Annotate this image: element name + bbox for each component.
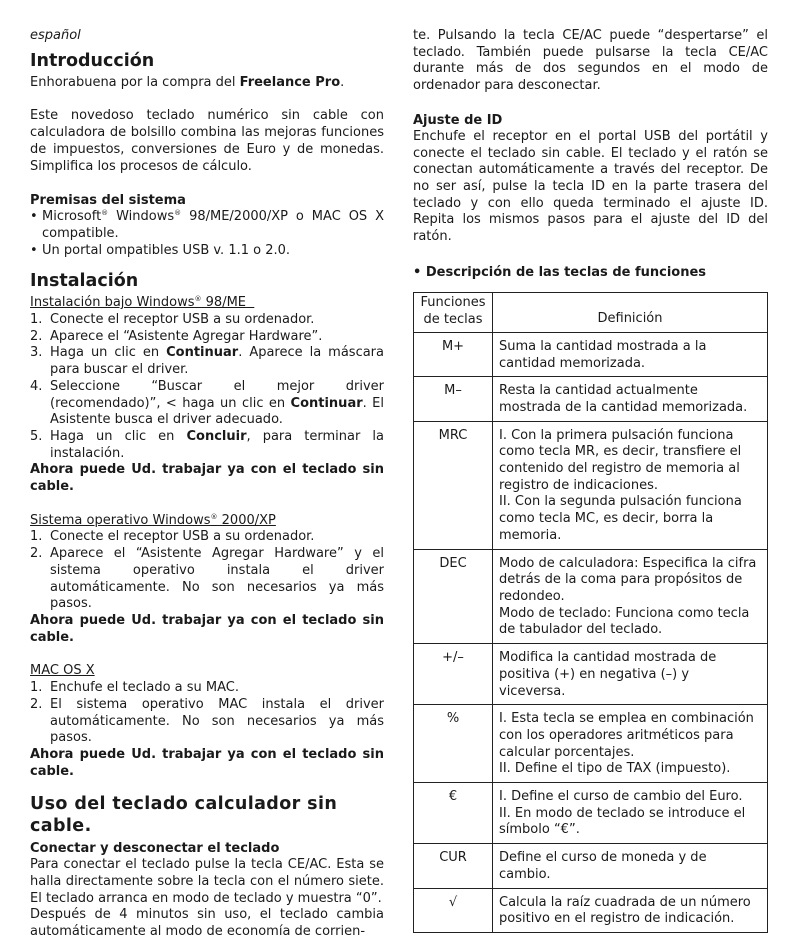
connect-heading: Conectar y desconectar el teclado xyxy=(30,841,280,857)
intro-congrats: Enhorabuena por la compra del Freelance Pro. xyxy=(30,74,345,90)
table-row xyxy=(414,332,768,376)
definition-line: I. Esta tecla se emplea en combinación con los operadores aritméticos para calcular porcentajes. xyxy=(499,711,754,760)
win2000-subtitle: Sistema operativo Windows® 2000/XP xyxy=(30,512,276,528)
win98-subtitle: Instalación bajo Windows® 98/ME xyxy=(30,295,247,311)
id-setup-heading: Ajuste de ID xyxy=(413,112,503,128)
connect-paragraph-2-part-1: Después de 4 minutos sin uso, el teclado cambia automáticamente al modo de economía de corrien- xyxy=(30,907,384,940)
function-definition-cell xyxy=(493,783,768,844)
definition-line: I. Con la primera pulsación funciona como tecla MR, es decir, transfiere el contenido del registro de memoria al registro de indicaciones. xyxy=(499,427,742,493)
function-keys-table xyxy=(413,292,768,933)
definition-line: II. Con la segunda pulsación funciona como tecla MC, es decir, borra la memoria. xyxy=(499,494,742,543)
table-row xyxy=(414,421,768,549)
intro-description: Este novedoso teclado numérico sin cable con calculadora de bolsillo combina las mejoras funciones de impuestos, conversiones de Euro y de monedas. Simplifica los procesos de cálculo. xyxy=(30,108,384,174)
definition-line: I. Define el curso de cambio del Euro. xyxy=(499,789,743,805)
list-item: 1. Enchufe el teclado a su MAC. xyxy=(30,680,240,696)
function-key-cell: √ xyxy=(414,888,493,932)
mac-subtitle: MAC OS X xyxy=(30,663,95,679)
ready-note-3: Ahora puede Ud. trabajar ya con el teclado sin cable. xyxy=(30,746,384,779)
requirements-list xyxy=(30,209,384,259)
definition-line: II. Define el tipo de TAX (impuesto). xyxy=(499,761,731,777)
column-header-definition: Definición xyxy=(493,293,768,332)
list-item: 1. Conecte el receptor USB a su ordenador. xyxy=(30,529,315,545)
install-heading: Instalación xyxy=(30,271,139,292)
table-row xyxy=(414,783,768,844)
left-column xyxy=(30,28,384,940)
table-row xyxy=(414,705,768,783)
definition-line: Calcula la raíz cuadrada de un número positivo en el registro de indicación. xyxy=(499,894,751,927)
function-definition-cell xyxy=(493,844,768,888)
function-definition-cell xyxy=(493,332,768,376)
function-definition-cell xyxy=(493,421,768,549)
function-key-cell: % xyxy=(414,705,493,783)
table-row xyxy=(414,888,768,932)
table-row xyxy=(414,644,768,705)
list-item: 2. Aparece el “Asistente Agregar Hardware” y el sistema operativo instala el driver automáticamente. No son necesarios ya más pasos. xyxy=(30,546,384,612)
function-definition-cell xyxy=(493,644,768,705)
list-item: 1. Conecte el receptor USB a su ordenador. xyxy=(30,312,315,328)
definition-line: Modifica la cantidad mostrada de positiva (+) en negativa (–) y viceversa. xyxy=(499,650,717,699)
functions-heading: • Descripción de las teclas de funciones xyxy=(413,264,707,280)
table-row xyxy=(414,549,768,644)
column-header-keys: Funciones de teclas xyxy=(414,293,493,332)
function-key-cell: +/– xyxy=(414,644,493,705)
function-key-cell: € xyxy=(414,783,493,844)
function-definition-cell xyxy=(493,888,768,932)
ready-note-1: Ahora puede Ud. trabajar ya con el teclado sin cable. xyxy=(30,462,384,495)
list-item: 3. Haga un clic en Continuar. Aparece la máscara para buscar el driver. xyxy=(30,345,384,378)
list-item: 2. El sistema operativo MAC instala el driver automáticamente. No son necesarios ya más pasos. xyxy=(30,696,384,746)
function-key-cell: M+ xyxy=(414,332,493,376)
usage-heading: Uso del teclado calculador sin cable. xyxy=(30,794,338,837)
list-item: • Un portal ompatibles USB v. 1.1 o 2.0. xyxy=(30,242,291,258)
table-row xyxy=(414,844,768,888)
definition-line: Suma la cantidad mostrada a la cantidad memorizada. xyxy=(499,338,707,371)
definition-line: Resta la cantidad actualmente mostrada de la cantidad memorizada. xyxy=(499,383,748,415)
definition-line: II. En modo de teclado se introduce el símbolo “€”. xyxy=(499,805,746,838)
definition-line: Define el curso de moneda y de cambio. xyxy=(499,850,707,882)
function-definition-cell xyxy=(493,549,768,644)
product-name: Freelance Pro xyxy=(239,74,341,90)
table-row xyxy=(414,377,768,421)
function-key-cell: MRC xyxy=(414,421,493,549)
requirements-heading: Premisas del sistema xyxy=(30,193,186,209)
id-setup-text: Enchufe el receptor en el portal USB del portátil y conecte el teclado sin cable. El teclado y el ratón se conectan automáticamente a través del receptor. De no ser así, pulse la tecla ID en la parte trasera del teclado y con ello queda terminado el ajuste ID. Repita los mismos pasos para el ajuste del ID del ratón. xyxy=(413,128,768,245)
function-key-cell: CUR xyxy=(414,844,493,888)
mac-steps xyxy=(30,680,384,747)
table-header-row xyxy=(414,293,768,332)
definition-line: Modo de teclado: Funciona como tecla de tabulador del teclado. xyxy=(499,605,750,638)
definition-line: Modo de calculadora: Especifica la cifra detrás de la coma para propósitos de redondeo. xyxy=(499,555,757,604)
right-column xyxy=(413,28,768,933)
win98-steps xyxy=(30,312,384,462)
list-item: 4. Seleccione “Buscar el mejor driver (recomendado)”, < haga un clic en Continuar. El Asistente busca el driver adecuado. xyxy=(30,378,384,428)
ready-note-2: Ahora puede Ud. trabajar ya con el teclado sin cable. xyxy=(30,612,384,645)
function-definition-cell xyxy=(493,705,768,783)
list-item: • Microsoft® Windows® 98/ME/2000/XP o MAC OS X compatible. xyxy=(30,209,385,241)
connect-paragraph-2-part-2: te. Pulsando la tecla CE/AC puede “despertarse” el teclado. También puede pulsarse la tecla CE/AC durante más de dos segundos en el modo de ordenador para desconectar. xyxy=(413,28,768,94)
function-definition-cell xyxy=(493,377,768,421)
connect-paragraph-1: Para conectar el teclado pulse la tecla CE/AC. Esta se halla directamente sobre la tecla con el número siete. El teclado arranca en modo de teclado y muestra “0”. xyxy=(30,857,384,906)
list-item: 5. Haga un clic en Concluir, para terminar la instalación. xyxy=(30,428,384,461)
intro-heading: Introducción xyxy=(30,50,155,71)
language-label: español xyxy=(30,28,81,43)
win2000-steps xyxy=(30,529,384,613)
list-item: 2. Aparece el “Asistente Agregar Hardware”. xyxy=(30,328,323,344)
function-key-cell: DEC xyxy=(414,549,493,644)
function-key-cell: M– xyxy=(414,377,493,421)
